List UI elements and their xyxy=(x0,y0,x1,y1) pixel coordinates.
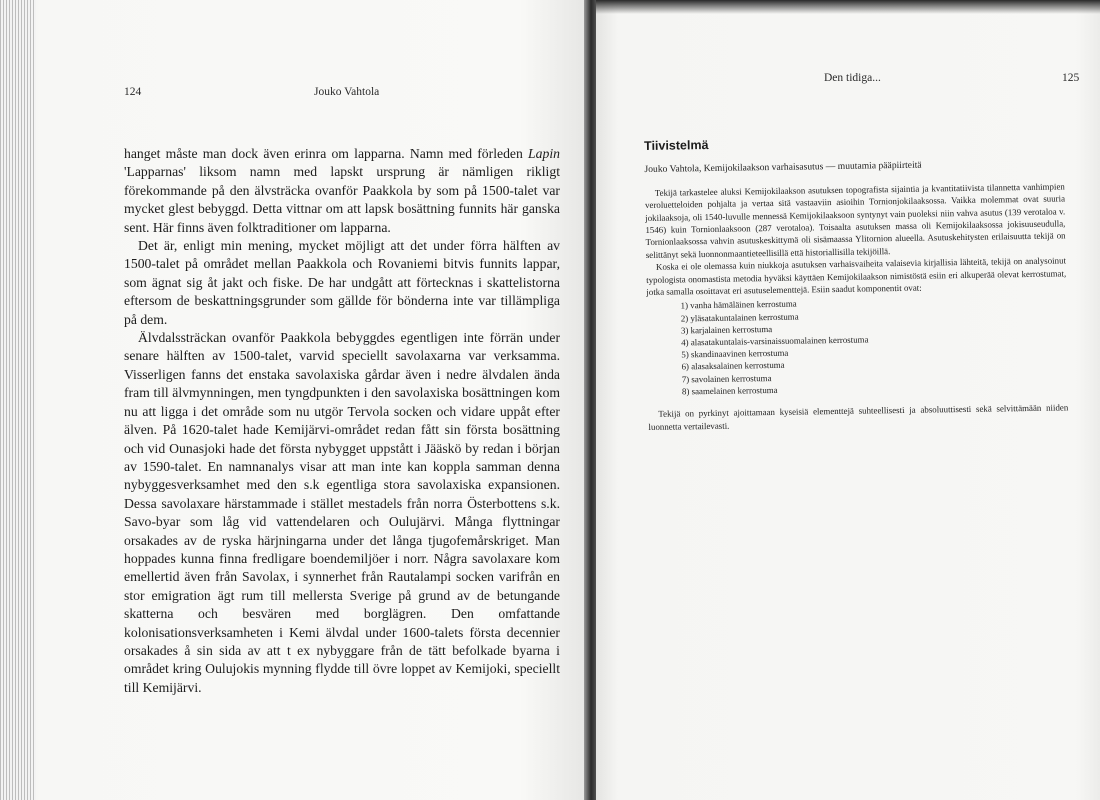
text-run: Älvdalssträckan ovanför Paakkola bebyggdes egentligen inte förrän under senare hälften av 1500-talet, varvid speciellt savolaxarna var verksamma. Visserligen fanns det enstaka savolaxiska gårdar även i nedre älvdalen ända fram till älvmynningen, men tyngdpunkten i den savolaxiska bosättningen kom nu att ligga i det område som nu utgör Tervola socken och vidare uppåt efter älven. På 1620-talet hade Kemijärvi-området redan fått sin första bosättning och vid Ounasjoki hade det första nybygget uppstått i Jääskö by redan i början av 1590-talet. En namnanalys visar att man inte kan koppla samman denna nybyggesverksamhet med den s.k egentliga stora savolaxiska expansionen. Dessa savolaxare härstammade i stället mestadels från norra Österbottens s.k. Savo-byar som låg vid vattendelaren och Oulujärvi. Många flyttningar orsakades av de ryska härjningarna under det långa tjugofemårskriget. Man hoppades kunna finna fredligare boendemiljöer i norr. Några savolaxare kom emellertid även från Savolax, i synnerhet från Rautalampi socken varifrån en stor emigration ägt rum till mellersta Sverige på grund av de betungande skatterna och besvären med borglägren. Den omfattande kolonisationsverksamheten i Kemi älvdal under 1600-talets första decennier orsakades å sin sida av att t ex nybyggare från de tätt befolkade byarna i området kring Oulujokis mynning flydde till övre loppet av Kemijoki, speciellt till Kemijärvi. xyxy=(124,330,560,695)
layer-item: 7) savolainen kerrostuma xyxy=(681,372,772,385)
layer-item: 6) alasaksalainen kerrostuma xyxy=(681,360,785,372)
text-run: Det är, enligt min mening, mycket möjligt att det under förra hälften av 1500-talet på området mellan Paakkola och Rovaniemi bitvis funnits lappar, som ägnat sig åt jakt och fiske. De har undgått att förtecknas i skattelistorna eftersom de beskattningsgrunder som gällde för bönderna inte var tillämpliga på dem. xyxy=(124,238,560,327)
layer-item: 5) skandinaavinen kerrostuma xyxy=(681,348,789,360)
summary-subtitle: Jouko Vahtola, Kemijokilaakson varhaisasutus — muutamia pääpiirteitä xyxy=(644,160,922,176)
body-paragraph xyxy=(124,329,560,697)
layer-item: 2) yläsatakuntalainen kerrostuma xyxy=(680,311,799,324)
top-shadow xyxy=(596,0,1100,14)
right-page xyxy=(596,0,1100,800)
layer-item: 1) vanha hämäläinen kerrostuma xyxy=(680,299,797,311)
right-running-header: Den tidiga... xyxy=(824,72,881,84)
left-running-header: Jouko Vahtola xyxy=(314,86,380,98)
left-page-number: 124 xyxy=(124,86,142,98)
summary-paragraph-3: Tekijä on pyrkinyt ajoittamaan kyseisiä elementtejä suhteellisesti ja absoluuttisesti sekä selvittämään niiden luonnetta vertailevasti. xyxy=(648,402,1069,432)
summary-paragraph-1: Tekijä tarkastelee aluksi Kemijokilaakson asutuksen topografista sijaintia ja kvantitatiivista tilannetta vanhimpien veroluetteloiden pohjalta ja vertaa sitä vastaaviin asioihin Tornionjokilaaksossa. Vaikka molemmat ovat suuria jokilaaksoja, oli 1540-luvulle mennessä Kemijokilaaksoon syntynyt vain puoleksi niin vahva asutus (139 verotaloa v. 1546) kuin Tornionlaaksoon (287 verotaloa). Toisaalta asutuksen massa oli Kemijokilaaksossa jokisuuseudulla, Tornionlaaksossa vahvin asutuskeskittymä oli sisämaassa Ylitornion alueella. Asutuskehitysten erilaisuutta tekijä on selittänyt sekä luonnonmaantieteellisillä että historiallisilla tekijöillä. xyxy=(644,181,1066,260)
layer-item: 8) saamelainen kerrostuma xyxy=(681,384,778,397)
italic-term: Lapin xyxy=(528,146,560,161)
text-run: hanget måste man dock även erinra om lapparna. Namn med förleden xyxy=(124,146,529,161)
summary-section xyxy=(644,133,1069,432)
summary-title: Tiivistelmä xyxy=(643,137,709,153)
page-edges xyxy=(0,0,36,800)
layer-list xyxy=(681,294,1068,398)
left-body-text xyxy=(124,145,560,697)
summary-paragraph-2: Koska ei ole olemassa kuin niukkoja asutuksen varhaisvaiheita valaisevia kirjallisia lähteitä, tekijä on analysoinut typologista onomastista metodia hyväksi käyttäen Kemijokilaakson nimistöstä esiin eri alkuperää olevat kerrostumat, jotka samalla osoittavat eri asutuselementtejä. Esiin saadut komponentit ovat: xyxy=(646,255,1067,298)
body-paragraph xyxy=(124,237,560,329)
layer-item: 3) karjalainen kerrostuma xyxy=(680,323,773,336)
right-page-number: 125 xyxy=(1062,72,1080,84)
layer-item: 4) alasatakuntalais-varsinaissuomalainen kerrostuma xyxy=(681,334,869,348)
text-run: 'Lapparnas' liksom namn med lapskt ursprung är nämligen rikligt förekommande på den älvsträcka ovanför Paakkola by som på 1500-talet var mycket glest bebyggd. Detta vittnar om att lapsk bosättning funnits här ganska sent. Här finns även folktraditioner om lapparna. xyxy=(124,164,560,235)
body-paragraph xyxy=(124,145,560,237)
